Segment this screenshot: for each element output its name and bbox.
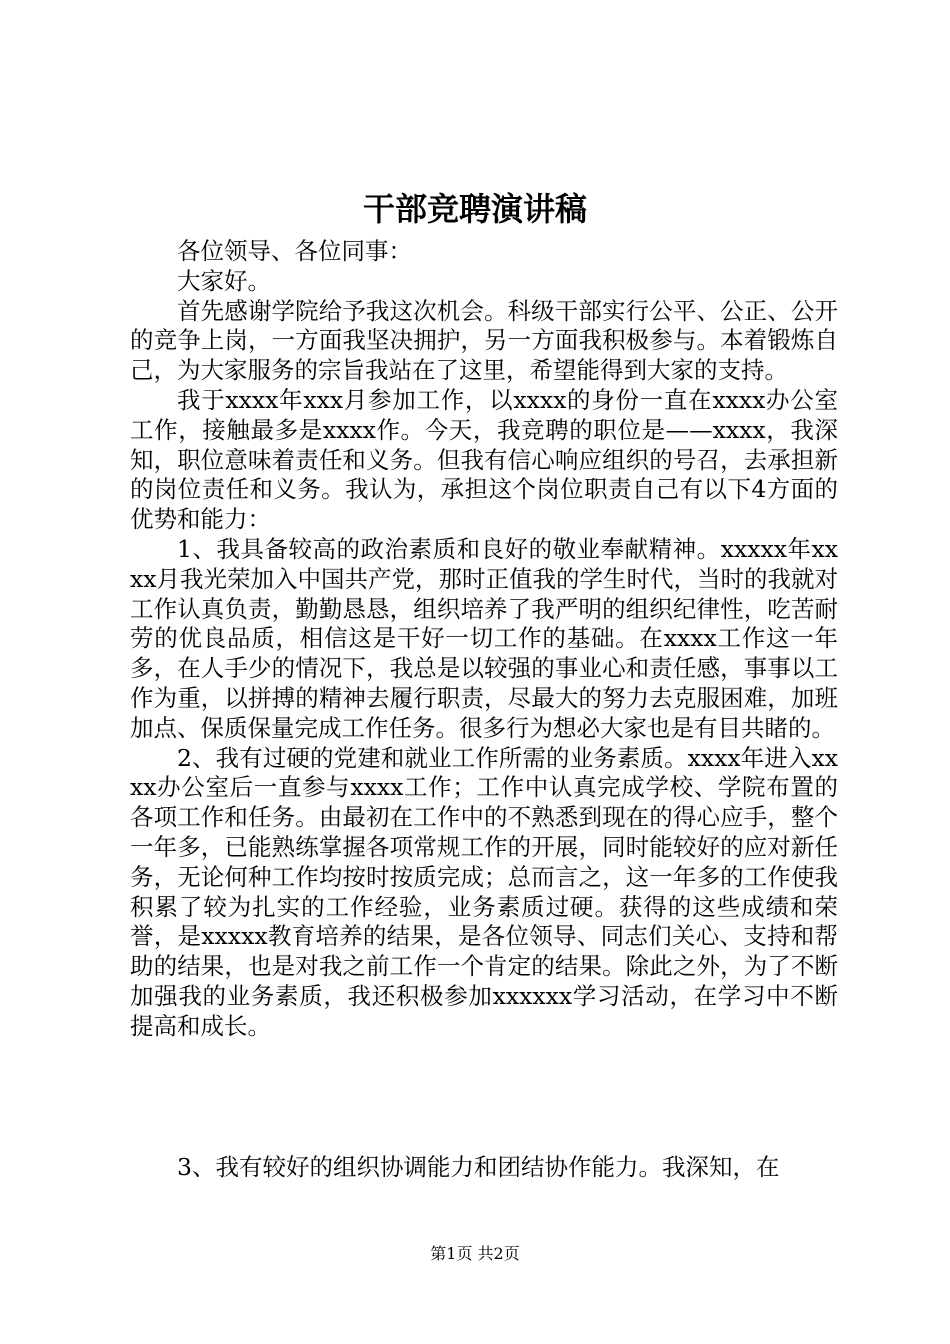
paragraph-point-3: 3、我有较好的组织协调能力和团结协作能力。我深知，在 <box>177 1153 780 1181</box>
paragraph-background: 我于xxxx年xxx月参加工作，以xxxx的身份一直在xxxx办公室工作，接触最多是xxxx作。今天，我竞聘的职位是——xxxx，我深知，职位意味着责任和义务。但我有信心响应组织的号召，去承担新的岗位责任和义务。我认为，承担这个岗位职责自己有以下4方面的优势和能力： <box>130 385 838 534</box>
greeting: 大家好。 <box>177 266 271 295</box>
paragraph-intro: 首先感谢学院给予我这次机会。科级干部实行公平、公正、公开的竞争上岗，一方面我坚决拥护，另一方面我积极参与。本着锻炼自己，为大家服务的宗旨我站在了这里，希望能得到大家的支持。 <box>130 296 838 385</box>
page-footer <box>0 1243 950 1265</box>
page-number: 第1页 <box>430 1244 473 1263</box>
paragraph-point-2: 2、我有过硬的党建和就业工作所需的业务素质。xxxx年进入xxxx办公室后一直参与xxxx工作；工作中认真完成学校、学院布置的各项工作和任务。由最初在工作中的不熟悉到现在的得心应手，整个一年多，已能熟练掌握各项常规工作的开展，同时能较好的应对新任务，无论何种工作均按时按质完成；总而言之，这一年多的工作使我积累了较为扎实的工作经验，业务素质过硬。获得的这些成绩和荣誉，是xxxxx教育培养的结果，是各位领导、同志们关心、支持和帮助的结果，也是对我之前工作一个肯定的结果。除此之外，为了不断加强我的业务素质，我还积极参加xxxxxx学习活动，在学习中不断提高和成长。 <box>130 743 838 1040</box>
page-total: 共2页 <box>477 1244 520 1263</box>
document-title: 干部竞聘演讲稿 <box>362 190 587 228</box>
salutation: 各位领导、各位同事： <box>177 237 412 265</box>
document-body <box>130 237 838 1042</box>
paragraph-point-1: 1、我具备较高的政治素质和良好的敬业奉献精神。xxxxx年xxxx月我光荣加入中国共产党，那时正值我的学生时代，当时的我就对工作认真负责，勤勤恳恳，组织培养了我严明的组织纪律性，吃苦耐劳的优良品质，相信这是干好一切工作的基础。在xxxx工作这一年多，在人手少的情况下，我总是以较强的事业心和责任感，事事以工作为重，以拼搏的精神去履行职责，尽最大的努力去克服困难，加班加点、保质保量完成工作任务。很多行为想必大家也是有目共睹的。 <box>130 534 839 742</box>
